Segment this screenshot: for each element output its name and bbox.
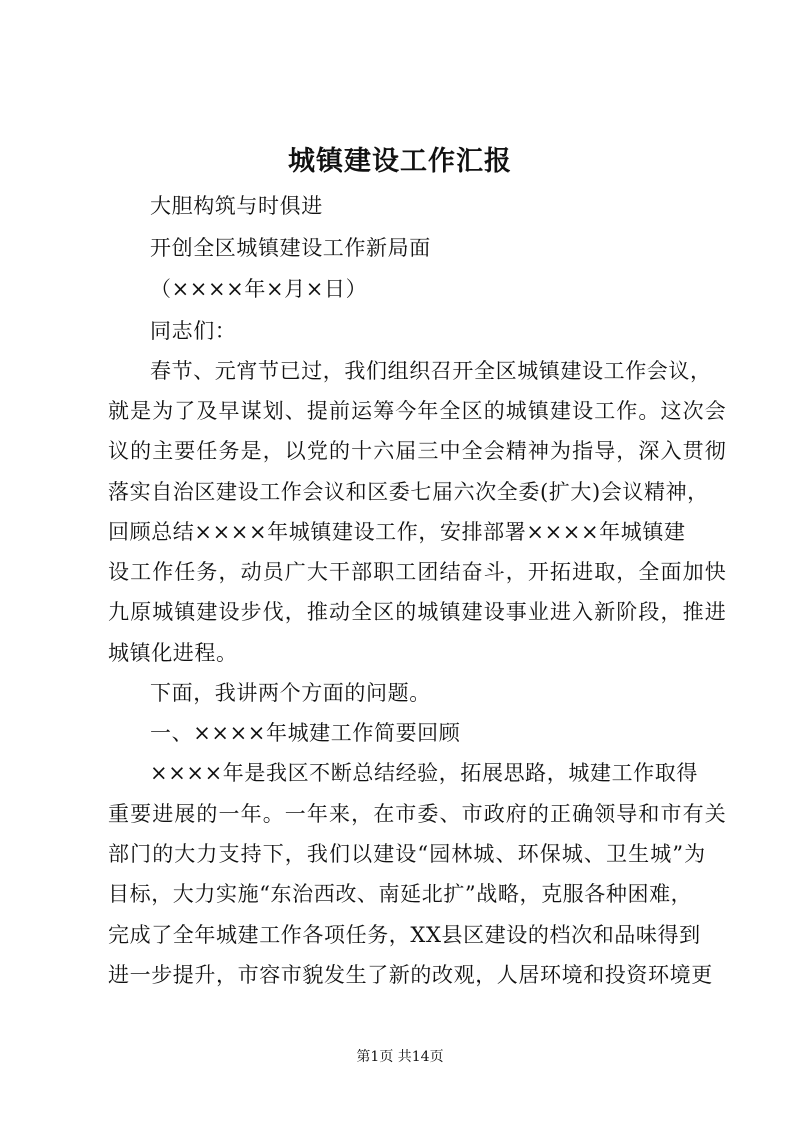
paragraph-3-line: 进一步提升，市容市貌发生了新的改观，人居环境和投资环境更 xyxy=(108,963,713,987)
paragraph-3-line: 目标，大力实施“东治西改、南延北扩”战略，克服各种困难， xyxy=(108,882,693,906)
date-line: （××××年×月×日） xyxy=(150,277,368,301)
paragraph-1-line: 回顾总结××××年城镇建设工作，安排部署××××年城镇建 xyxy=(108,520,686,544)
paragraph-3-line: ××××年是我区不断总结经验，拓展思路，城建工作取得 xyxy=(150,761,698,785)
salutation: 同志们： xyxy=(150,319,237,343)
paragraph-1-line: 就是为了及早谋划、提前运筹今年全区的城镇建设工作。这次会 xyxy=(108,399,727,423)
paragraph-1-line: 城镇化进程。 xyxy=(108,641,238,665)
document-title: 城镇建设工作汇报 xyxy=(288,146,512,177)
subtitle-line-1: 大胆构筑与时俱进 xyxy=(150,194,323,218)
paragraph-3-line: 完成了全年城建工作各项任务，XX县区建设的档次和品味得到 xyxy=(108,923,701,947)
paragraph-1-line: 落实自治区建设工作会议和区委七届六次全委(扩大)会议精神， xyxy=(108,480,709,504)
paragraph-3-line: 部门的大力支持下，我们以建设“园林城、环保城、卫生城”为 xyxy=(108,842,707,866)
paragraph-3-line: 重要进展的一年。一年来，在市委、市政府的正确领导和市有关 xyxy=(108,802,727,826)
page-footer: 第1页 共14页 xyxy=(356,1049,444,1065)
paragraph-1-line: 春节、元宵节已过，我们组织召开全区城镇建设工作会议， xyxy=(150,359,712,383)
paragraph-1-line: 议的主要任务是，以党的十六届三中全会精神为指导，深入贯彻 xyxy=(108,439,727,463)
paragraph-1-line: 设工作任务，动员广大干部职工团结奋斗，开拓进取，全面加快 xyxy=(108,560,727,584)
section-heading: 一、××××年城建工作简要回顾 xyxy=(150,721,461,745)
subtitle-line-2: 开创全区城镇建设工作新局面 xyxy=(150,236,431,260)
paragraph-1-line: 九原城镇建设步伐，推动全区的城镇建设事业进入新阶段，推进 xyxy=(108,600,727,624)
paragraph-2: 下面，我讲两个方面的问题。 xyxy=(150,681,431,705)
